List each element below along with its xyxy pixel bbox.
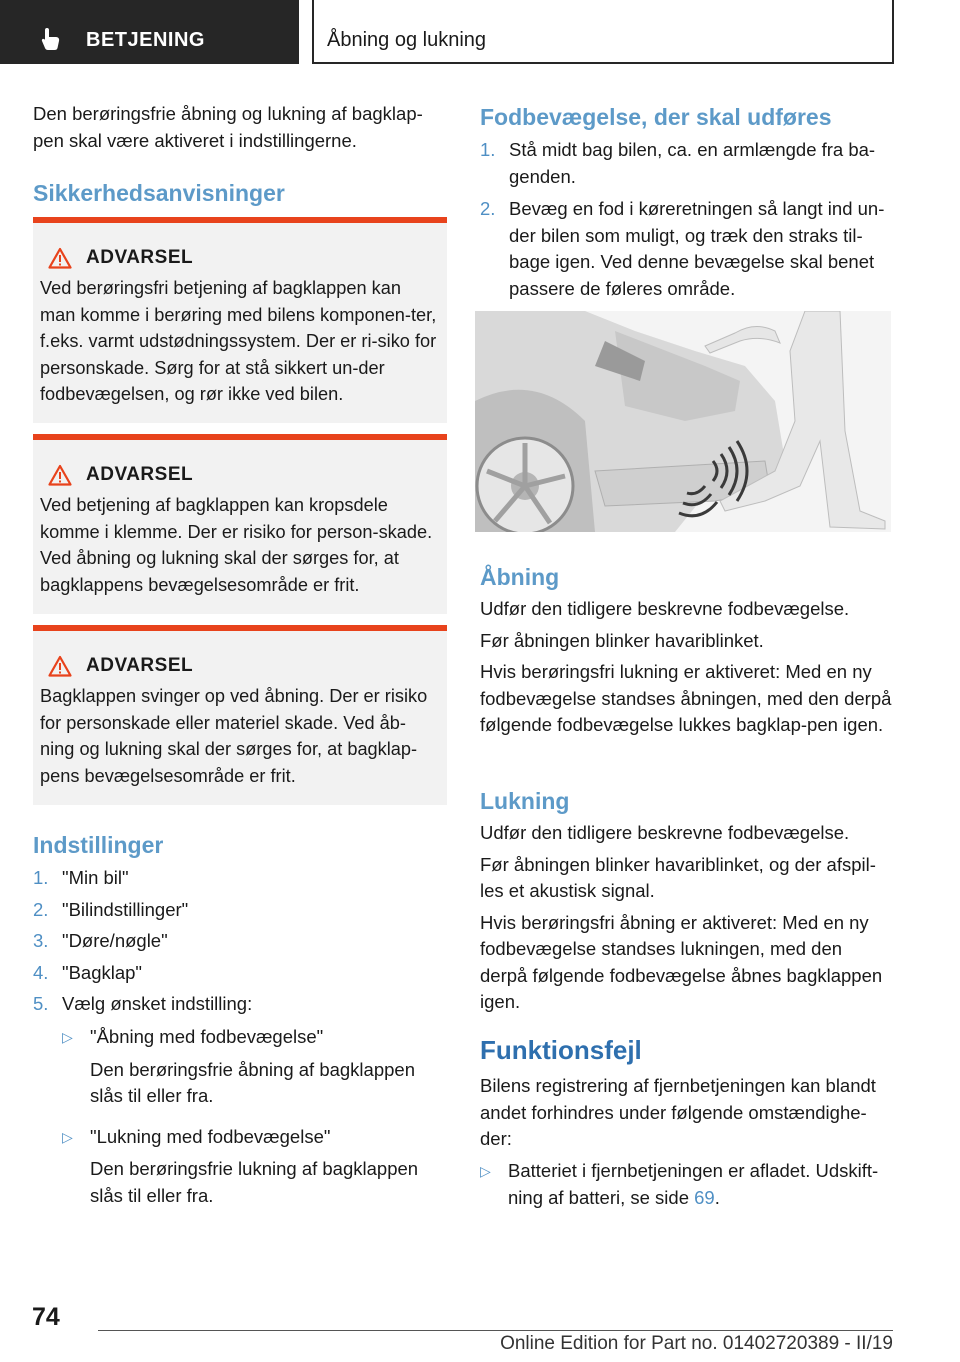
- paragraph: Udfør den tidligere beskrevne fodbevægelse.: [480, 598, 850, 619]
- warning-title: ADVARSEL: [86, 464, 194, 485]
- foot-steps-list: [480, 137, 894, 302]
- list-item: 1. "Min bil": [33, 867, 129, 888]
- page-number: 74: [32, 1303, 60, 1331]
- warning-triangle-icon: [48, 655, 72, 677]
- warning-text: Ved berøringsfri betjening af bagklappen kan man komme i berøring med bilens komponen-ter, f.eks. varmt udstødningssystem. Der er ri-siko for personskade. Sørg for at stå sikkert un-der fodbevægelsen, og rør ikke ved bilen.: [40, 278, 437, 404]
- settings-heading: Indstillinger: [33, 832, 164, 858]
- settings-options-list: [62, 1024, 447, 1209]
- footer-divider: [98, 1330, 893, 1331]
- opening-text: [480, 596, 894, 739]
- list-item: 4. "Bagklap": [33, 961, 142, 983]
- edition-text: Online Edition for Part no. 01402720389 - II/19: [500, 1333, 893, 1354]
- list-item: 2. Bevæg en fod i køreretningen så langt ind un-der bilen som muligt, og træk den straks til-bage igen. Ved denne bevægelse skal benet passere de føleres område.: [480, 198, 885, 299]
- closing-heading: Lukning: [480, 788, 570, 814]
- warning-text: Ved betjening af bagklappen kan kropsdele komme i klemme. Der er risiko for person-skade. Ved åbning og lukning skal der sørges for, at bagklappens bevægelsesområde er frit.: [40, 495, 433, 595]
- malfunction-list: [480, 1158, 894, 1211]
- page-reference-link[interactable]: 69: [694, 1186, 715, 1208]
- list-item: 3. "Døre/nøgle": [33, 930, 168, 951]
- warning-box-2: [33, 434, 447, 614]
- intro-text: Den berøringsfrie åbning og lukning af bagklap-pen skal være aktiveret i indstillingerne.: [33, 103, 423, 151]
- opening-heading: Åbning: [480, 564, 560, 590]
- malfunction-text: Bilens registrering af fjernbetjeningen kan blandt andet forhindres under følgende omstændighe-der:: [480, 1075, 876, 1149]
- warning-box-3: [33, 625, 447, 805]
- list-item: 2. "Bilindstillinger": [33, 898, 189, 920]
- warning-title: ADVARSEL: [86, 247, 194, 268]
- list-item: ▷ "Åbning med fodbevægelse" Den berøringsfrie åbning af bagklappen slås til eller fra.: [62, 1026, 415, 1106]
- warning-box-1: [33, 217, 447, 423]
- list-item: 1. Stå midt bag bilen, ca. en armlængde fra ba-genden.: [480, 139, 876, 187]
- section-label: BETJENING: [86, 29, 205, 51]
- topic-tab: [312, 0, 894, 64]
- topic-label: Åbning og lukning: [327, 29, 487, 51]
- safety-heading: Sikkerhedsanvisninger: [33, 180, 285, 206]
- pointing-hand-icon: [40, 27, 62, 51]
- list-item: ▷ "Lukning med fodbevægelse" Den berøringsfrie lukning af bagklappen slås til eller fra.: [62, 1125, 419, 1206]
- triangle-bullet-icon: ▷: [480, 1163, 491, 1179]
- closing-text: [480, 820, 894, 1016]
- warning-triangle-icon: [48, 247, 72, 269]
- warning-title: ADVARSEL: [86, 655, 194, 676]
- kick-sensor-illustration: [475, 311, 891, 532]
- paragraph: Udfør den tidligere beskrevne fodbevægelse.: [480, 822, 850, 843]
- triangle-bullet-icon: ▷: [62, 1128, 73, 1145]
- settings-steps-list: [33, 865, 447, 1018]
- foot-movement-heading: Fodbevægelse, der skal udføres: [480, 104, 832, 130]
- paragraph: Før åbningen blinker havariblinket, og der afspil-les et akustisk signal.: [480, 853, 876, 901]
- triangle-bullet-icon: ▷: [62, 1029, 73, 1045]
- warning-triangle-icon: [48, 464, 72, 486]
- warning-text: Bagklappen svinger op ved åbning. Der er risiko for personskade eller materiel skade. Ved åb-ning og lukning skal der sørges for, at bagklap-pens bevægelsesområde er frit.: [40, 686, 428, 786]
- list-item: 5. Vælg ønsket indstilling:: [33, 993, 253, 1014]
- paragraph: Før åbningen blinker havariblinket.: [480, 629, 764, 651]
- list-item: ▷ Batteriet i fjernbetjeningen er afladet. Udskift-ning af batteri, se side 69.: [480, 1160, 879, 1208]
- paragraph: Hvis berøringsfri lukning er aktiveret: Med en ny fodbevægelse standses åbningen, med den derpå følgende fodbevægelse lukkes bagklap-pen igen.: [480, 661, 892, 735]
- section-tab[interactable]: [0, 0, 299, 64]
- paragraph: Hvis berøringsfri åbning er aktiveret: Med en ny fodbevægelse standses lukningen, med den derpå følgende fodbevægelse åbnes bagklappen igen.: [480, 911, 883, 1012]
- malfunction-heading: Funktionsfejl: [480, 1035, 642, 1065]
